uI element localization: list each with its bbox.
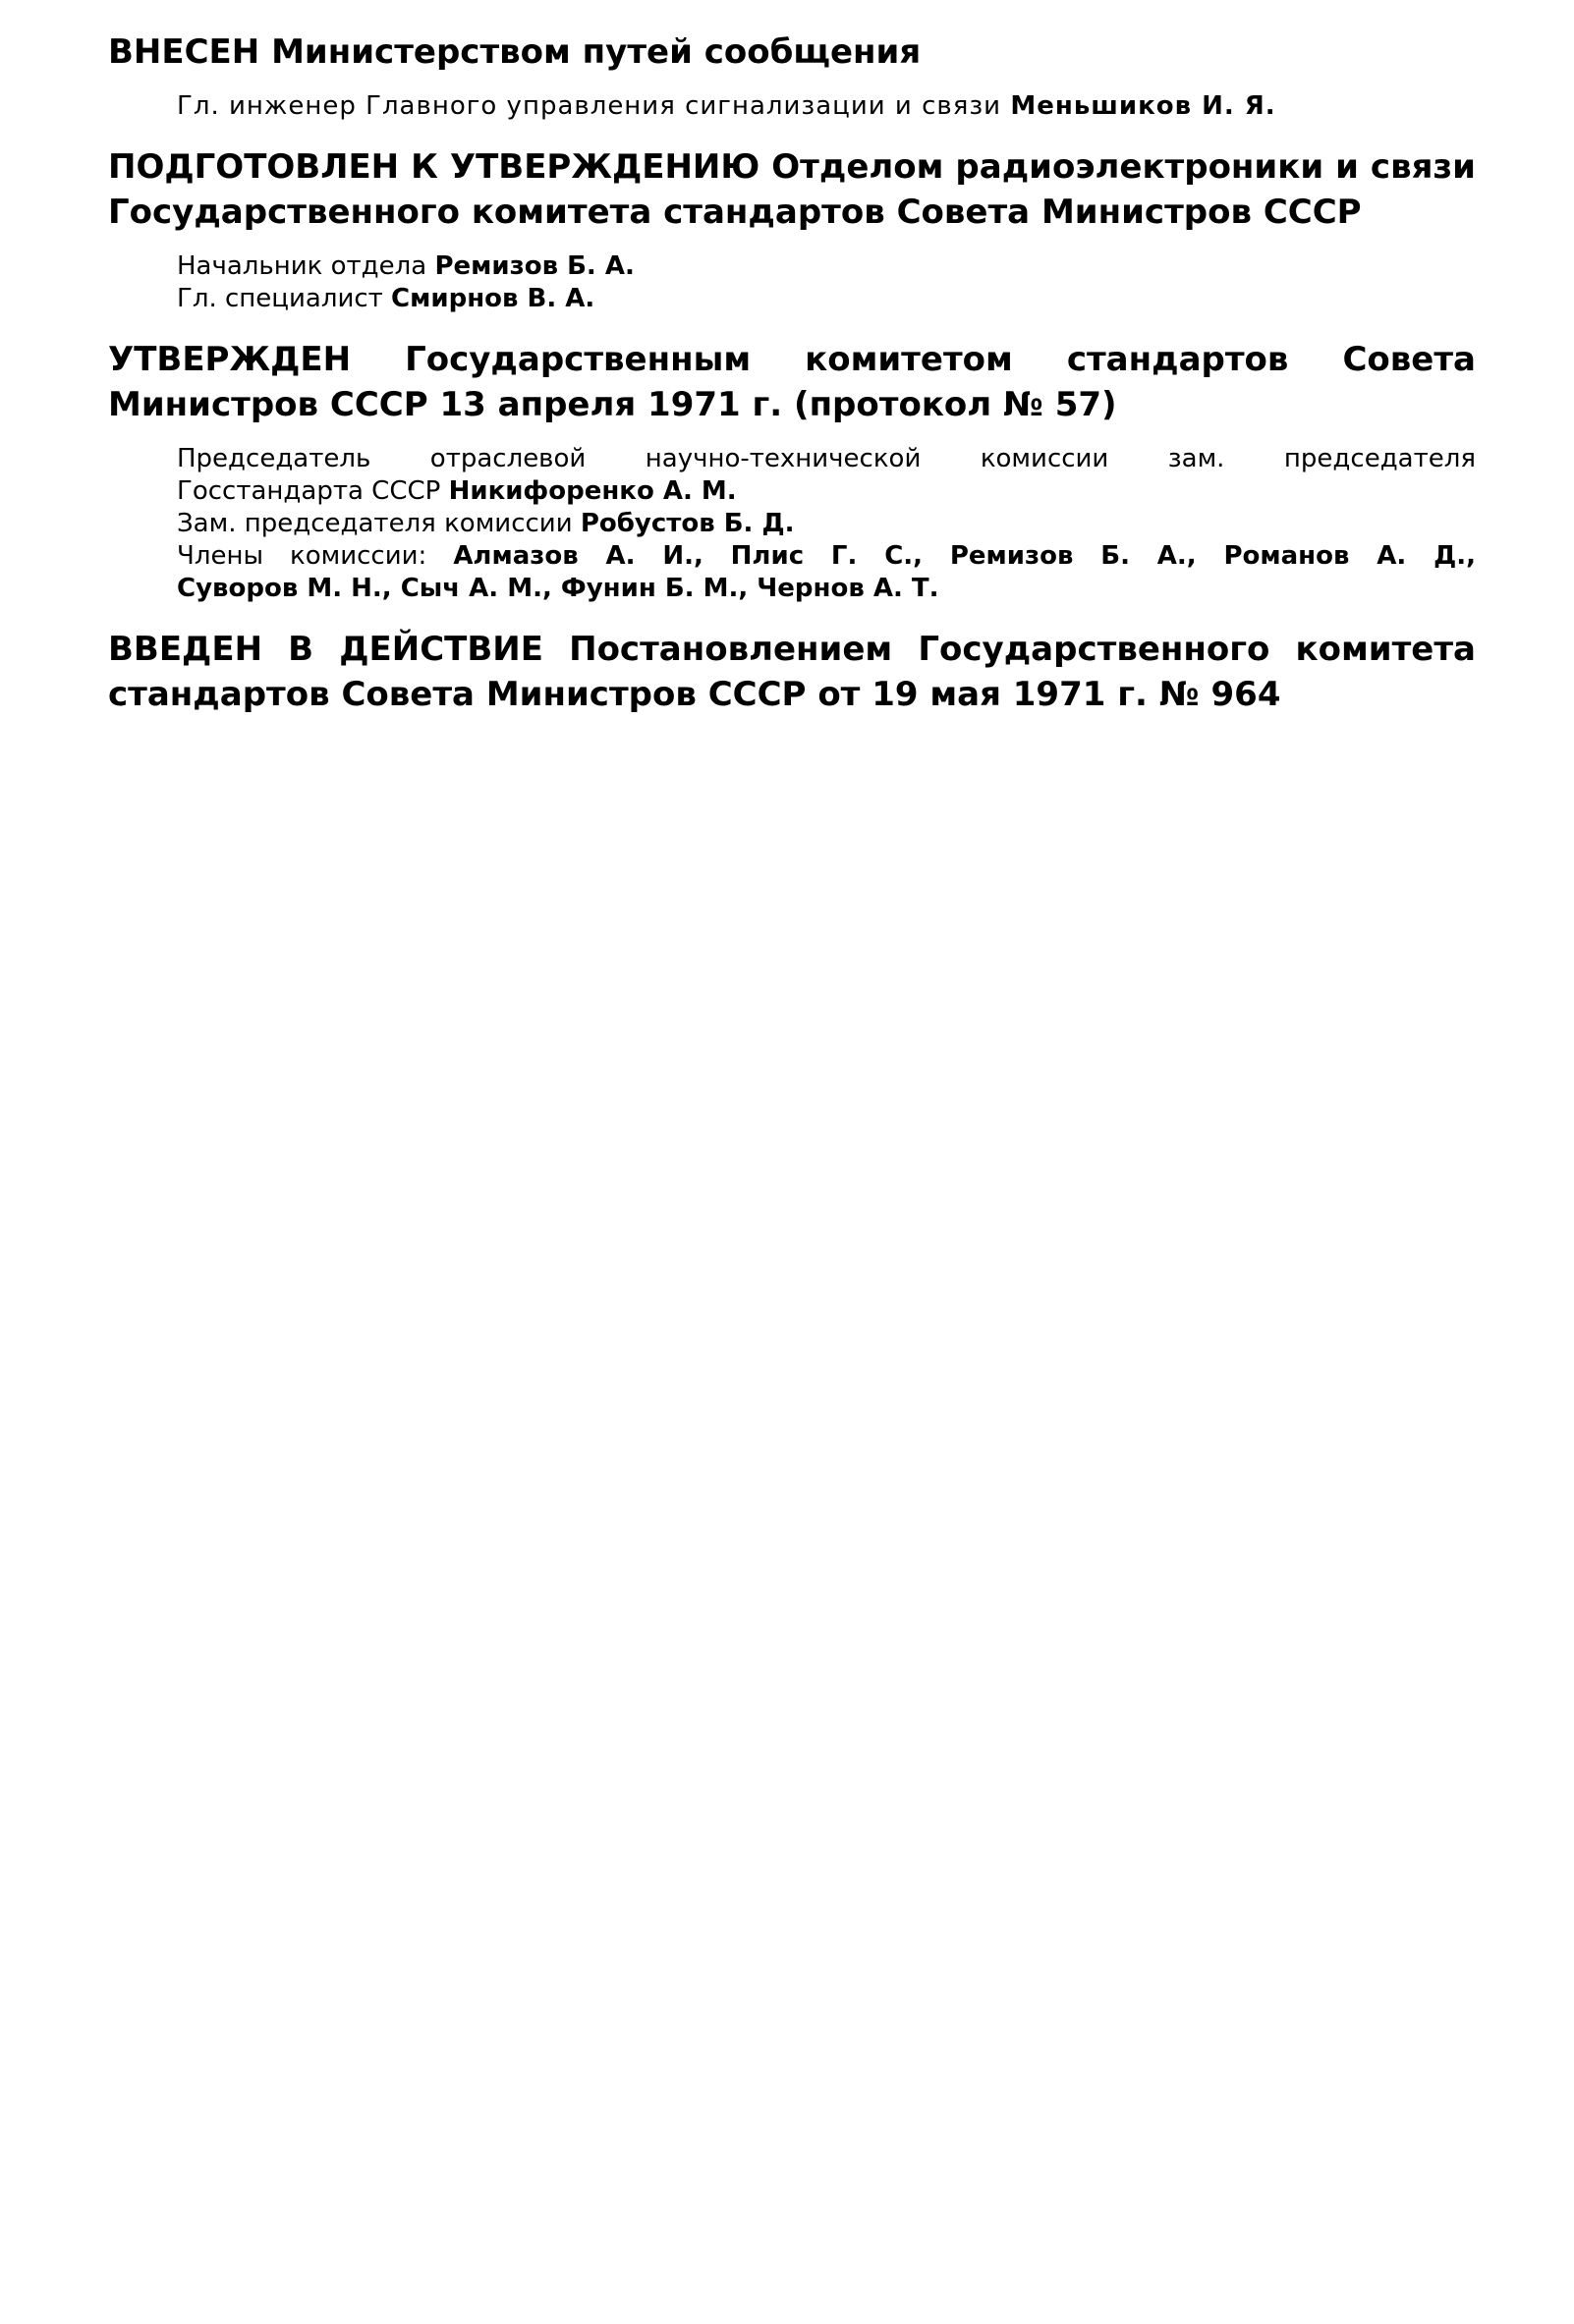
section-heading bbox=[108, 29, 1476, 75]
document-page bbox=[108, 29, 1476, 739]
detail-person: Робустов Б. Д. bbox=[580, 509, 795, 538]
section-enacted bbox=[108, 627, 1476, 717]
heading-keyword: ПОДГОТОВЛЕН К УТВЕРЖДЕНИЮ bbox=[108, 147, 760, 187]
detail-line bbox=[177, 573, 1476, 605]
detail-role: Гл. инженер Главного управления сигнализации и связи bbox=[177, 91, 1011, 121]
heading-text: Министерством путей сообщения bbox=[259, 32, 922, 72]
detail-line bbox=[177, 283, 1476, 315]
section-heading bbox=[108, 144, 1476, 235]
section-submitted bbox=[108, 29, 1476, 123]
detail-person: Меньшиков И. Я. bbox=[1010, 91, 1276, 121]
heading-text: Постановлением Государственного комитета стандартов Совета Министров СССР от 19 мая 1971 г. № 964 bbox=[108, 630, 1476, 714]
section-heading bbox=[108, 337, 1476, 427]
detail-role: Председатель отраслевой научно-технической комиссии зам. председателя bbox=[177, 444, 1476, 473]
heading-keyword: УТВЕРЖДЕН bbox=[108, 340, 352, 379]
detail-person: Суворов М. Н., Сыч А. М., Фунин Б. М., Чернов А. Т. bbox=[177, 574, 939, 603]
detail-line bbox=[177, 540, 1476, 573]
detail-role: Начальник отдела bbox=[177, 251, 435, 281]
detail-line bbox=[177, 443, 1476, 475]
detail-role: Госстандарта СССР bbox=[177, 476, 449, 506]
heading-keyword: ВВЕДЕН В ДЕЙСТВИЕ bbox=[108, 630, 543, 669]
heading-keyword: ВНЕСЕН bbox=[108, 32, 260, 72]
detail-line bbox=[177, 475, 1476, 508]
section-details bbox=[177, 443, 1476, 605]
detail-line bbox=[177, 90, 1476, 123]
section-approved bbox=[108, 337, 1476, 605]
section-prepared bbox=[108, 144, 1476, 315]
detail-role: Зам. председателя комиссии bbox=[177, 509, 581, 538]
detail-person: Никифоренко А. М. bbox=[448, 476, 737, 506]
heading-text: Отделом радиоэлектроники и связи Государственного комитета стандартов Совета Министров СССР bbox=[108, 147, 1476, 232]
section-heading bbox=[108, 627, 1476, 717]
detail-person: Смирнов В. А. bbox=[391, 284, 595, 313]
detail-line bbox=[177, 508, 1476, 540]
detail-person: Алмазов А. И., Плис Г. С., Ремизов Б. А., Романов А. Д., bbox=[453, 541, 1477, 571]
detail-person: Ремизов Б. А. bbox=[434, 251, 635, 281]
heading-text: Государственным комитетом стандартов Совета Министров СССР 13 апреля 1971 г. (протокол № 57) bbox=[108, 340, 1476, 424]
detail-role: Гл. специалист bbox=[177, 284, 392, 313]
section-details bbox=[177, 90, 1476, 123]
detail-role: Члены комиссии: bbox=[177, 541, 454, 571]
section-details bbox=[177, 250, 1476, 315]
detail-line bbox=[177, 250, 1476, 283]
